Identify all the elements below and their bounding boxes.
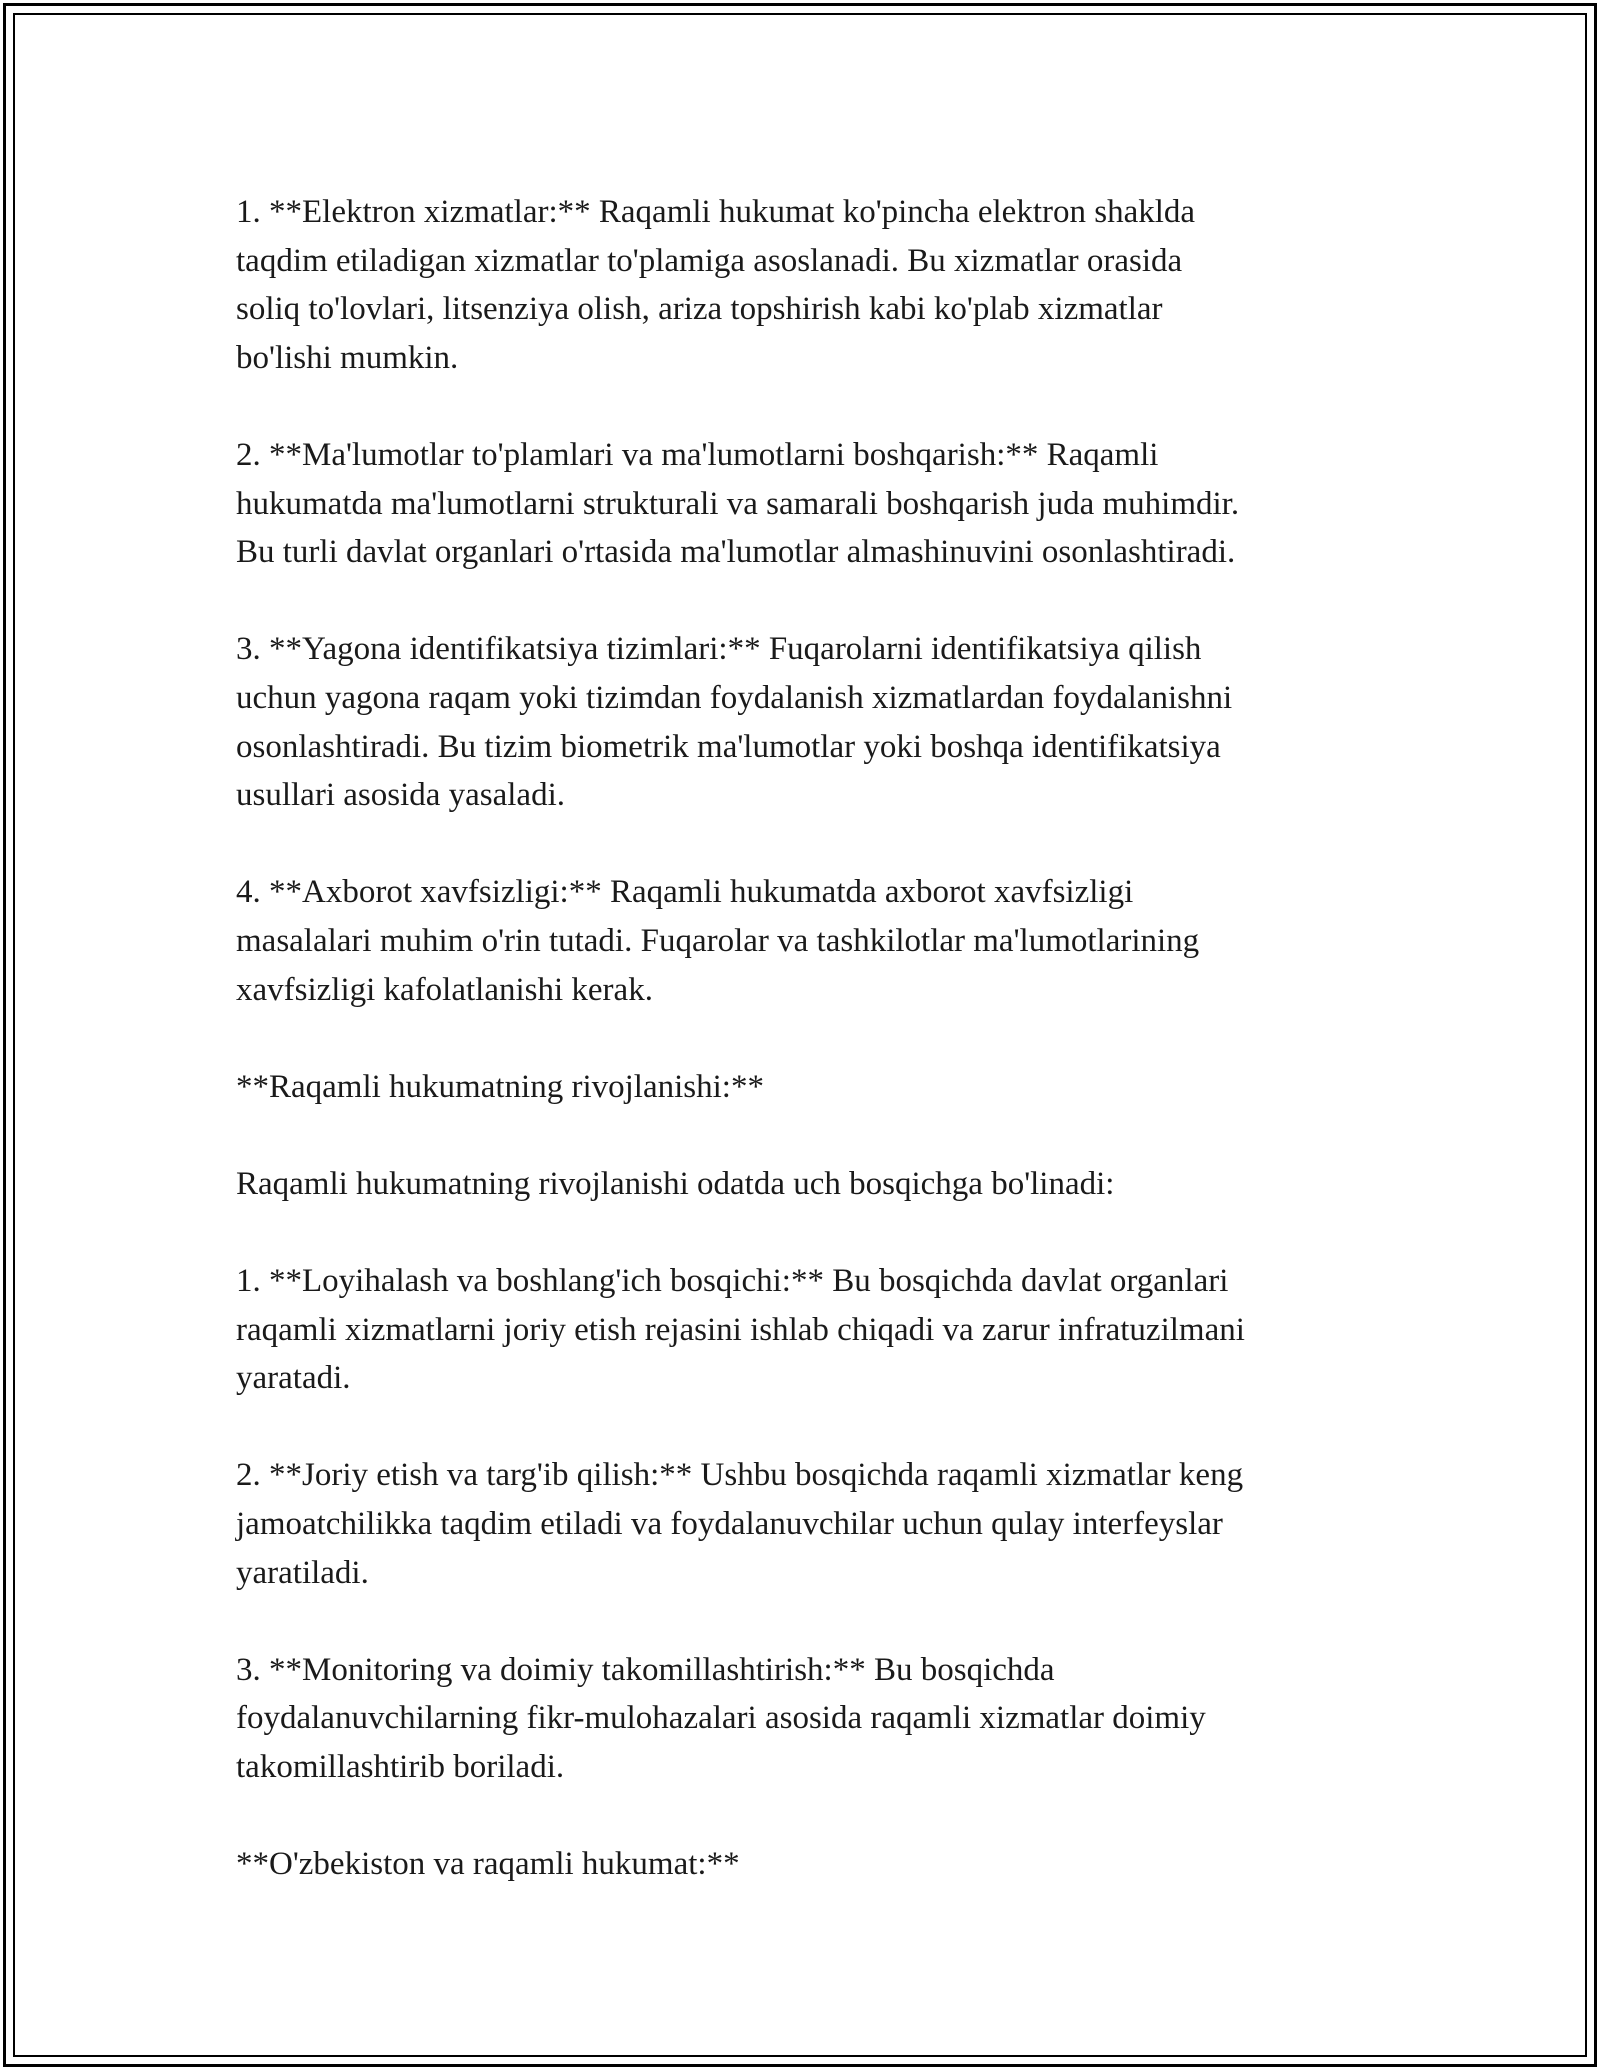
paragraph-implementation-stage: 2. **Joriy etish va targ'ib qilish:** Ushbu bosqichda raqamli xizmatlar keng jamoatchilikka taqdim etiladi va foydalanuvchilar uchun qulay interfeyslar yaratiladi.: [236, 1457, 1244, 1591]
paragraph-monitoring-stage: 3. **Monitoring va doimiy takomillashtirish:** Bu bosqichda foydalanuvchilarning fikr-mulohazalari asosida raqamli xizmatlar doimiy takomillashtirib boriladi.: [236, 1651, 1206, 1785]
paragraph-electronic-services: 1. **Elektron xizmatlar:** Raqamli hukumat ko'pincha elektron shakldа taqdim etiladigan xizmatlar to'plamiga asoslanadi. Bu xizmatlar orasida soliq to'lovlari, litsenziya olish, ariza topshirish kabi ko'plab xizmatlar bo'lishi mumkin.: [236, 194, 1196, 376]
paragraph-information-security: 4. **Axborot xavfsizligi:** Raqamli hukumatda axborot xavfsizligi masalalari muhim o'rin tutadi. Fuqarolar va tashkilotlar ma'lumotlarining xavfsizligi kafolatlanishi kerak.: [236, 874, 1200, 1008]
heading-uzbekistan: **O'zbekiston va raqamli hukumat:**: [236, 1846, 740, 1883]
paragraph-development-intro: Raqamli hukumatning rivojlanishi odatda uch bosqichga bo'linadi:: [236, 1165, 1115, 1202]
paragraph-data-management: 2. **Ma'lumotlar to'plamlari va ma'lumotlarni boshqarish:** Raqamli hukumatda ma'lumotlarni strukturali va samarali boshqarish juda muhimdir. Bu turli davlat organlari o'rtasida ma'lumotlar almashinuvini osonlashtiradi.: [236, 436, 1240, 571]
heading-development: **Raqamli hukumatning rivojlanishi:**: [236, 1068, 764, 1105]
paragraph-unified-identification: 3. **Yagona identifikatsiya tizimlari:** Fuqarolarni identifikatsiya qilish uchun yagona raqam yoki tizimdan foydalanish xizmatlardan foydalanishni osonlashtiradi. Bu tizim biometrik ma'lumotlar yoki boshqa identifikatsiya usullari asosida yasaladi.: [236, 631, 1233, 814]
paragraph-design-stage: 1. **Loyihalash va boshlang'ich bosqichi:** Bu bosqichda davlat organlari raqamli xizmatlarni joriy etish rejasini ishlab chiqadi va zarur infratuzilmani yaratadi.: [236, 1263, 1245, 1397]
document-body: [236, 188, 1366, 1889]
